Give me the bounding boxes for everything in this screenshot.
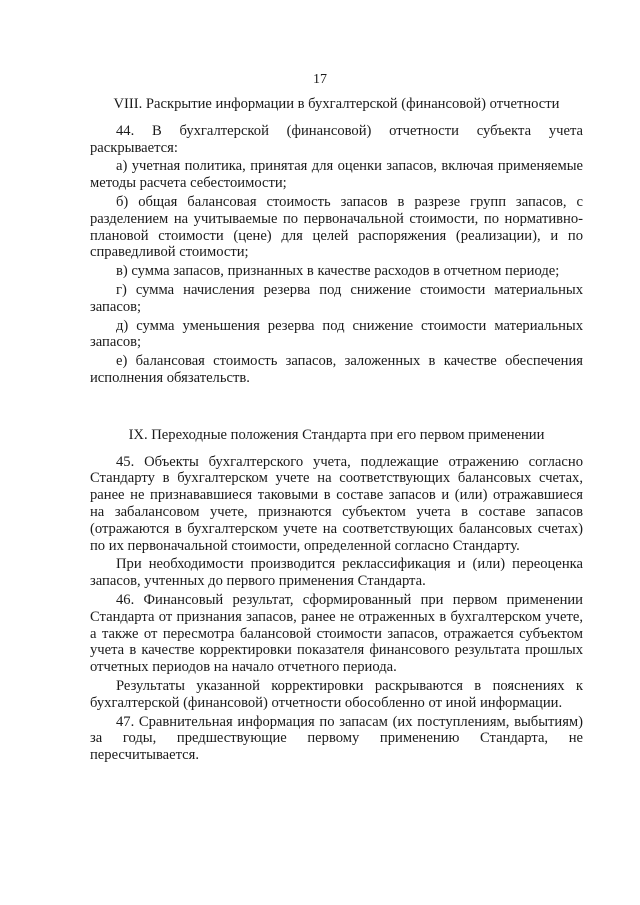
paragraph-44-intro: 44. В бухгалтерской (финансовой) отчетности субъекта учета раскрывается:	[90, 122, 583, 156]
paragraph-45-reclassification: При необходимости производится реклассификация и (или) переоценка запасов, учтенных до первого применения Стандарта.	[90, 556, 583, 590]
list-item-d: г) сумма начисления резерва под снижение стоимости материальных запасов;	[90, 281, 583, 315]
list-item-f: е) балансовая стоимость запасов, заложенных в качестве обеспечения исполнения обязательств.	[90, 353, 583, 386]
list-item-a: а) учетная политика, принятая для оценки запасов, включая применяемые методы расчета себестоимости;	[90, 158, 583, 192]
list-item-b: б) общая балансовая стоимость запасов в разрезе групп запасов, с разделением на учитываемые по первоначальной стоимости, по нормативно-плановой стоимости (цене) для целей распоряжения (реализации), и по справедливой стоимости;	[90, 193, 583, 261]
page-number: 17	[313, 72, 327, 87]
list-item-e: д) сумма уменьшения резерва под снижение стоимости материальных запасов;	[90, 317, 583, 351]
paragraph-45: 45. Объекты бухгалтерского учета, подлежащие отражению согласно Стандарту в бухгалтерском учете на соответствующих балансовых счетах, ранее не признававшиеся таковыми в составе запасов и (или) отражавшиеся на забалансовом учете, признаются субъектом учета в составе запасов (отражаются в бухгалтерском учете на соответствующих балансовых счетах) по их первоначальной стоимости, определенной согласно Стандарту.	[90, 453, 583, 554]
document-body	[90, 96, 583, 766]
list-item-c: в) сумма запасов, признанных в качестве расходов в отчетном периоде;	[116, 263, 560, 280]
section-9-heading: IX. Переходные положения Стандарта при его первом применении	[128, 426, 545, 443]
paragraph-46-disclosure: Результаты указанной корректировки раскрываются в пояснениях к бухгалтерской (финансовой) отчетности обособленно от иной информации.	[90, 677, 583, 711]
section-8-heading: VIII. Раскрытие информации в бухгалтерской (финансовой) отчетности	[113, 96, 560, 112]
paragraph-47: 47. Сравнительная информация по запасам (их поступлениям, выбытиям) за годы, предшествующие первому применению Стандарта, не пересчитывается.	[90, 713, 583, 764]
paragraph-46: 46. Финансовый результат, сформированный при первом применении Стандарта от признания запасов, ранее не отраженных в бухгалтерском учете, а также от пересмотра балансовой стоимости запасов, отражается субъектом учета в качестве корректировки показателя финансового результата прошлых отчетных периодов на начало отчетного периода.	[90, 591, 583, 676]
